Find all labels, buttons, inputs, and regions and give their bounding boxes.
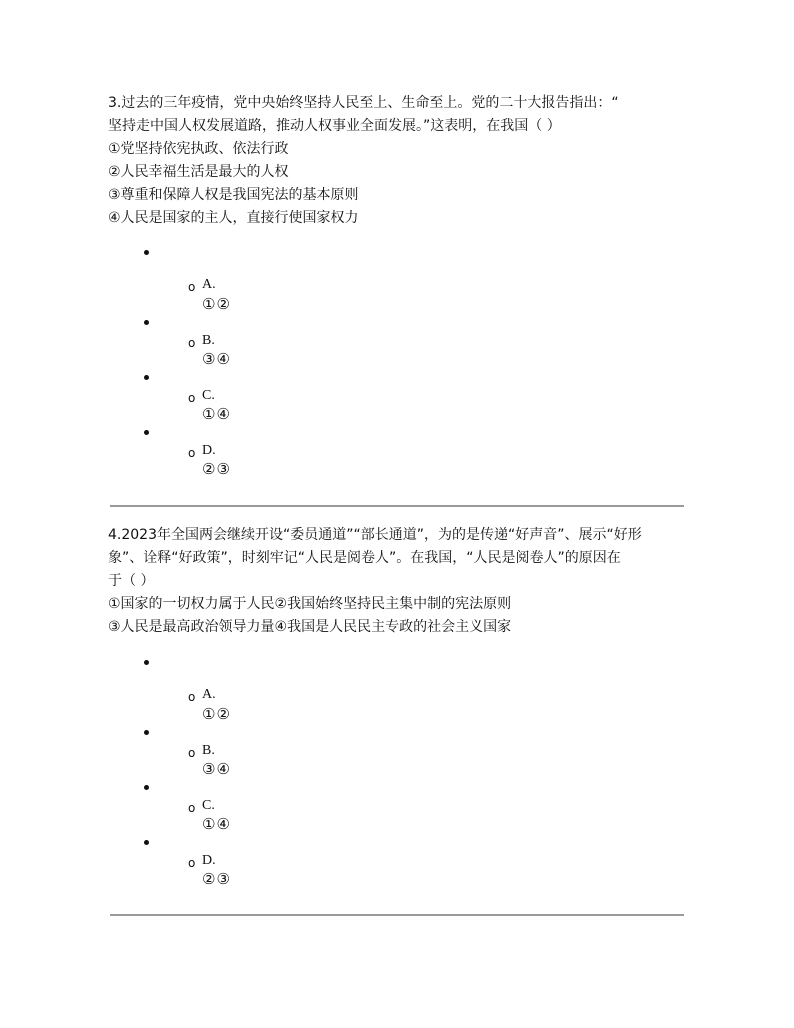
question-stem bbox=[108, 92, 688, 138]
option-letter: C. bbox=[202, 388, 215, 403]
question-stem bbox=[108, 524, 688, 593]
question-stem-line: 3.过去的三年疫情，党中央始终坚持人民至上、生命至上。党的二十大报告指出：“ bbox=[108, 95, 619, 111]
question-4 bbox=[108, 524, 688, 888]
question-stem-line: 于（ ） bbox=[108, 573, 155, 589]
option-value: ①④ bbox=[202, 815, 231, 833]
option-value: ①② bbox=[202, 705, 231, 723]
statement-list bbox=[108, 593, 688, 639]
option-letter: B. bbox=[202, 333, 215, 348]
option-letter: A. bbox=[202, 277, 216, 292]
bullet-icon bbox=[144, 660, 149, 665]
bullet-icon bbox=[144, 250, 149, 255]
sub-bullet-icon: o bbox=[188, 280, 196, 294]
sub-bullet-icon: o bbox=[188, 746, 196, 760]
option-letter: D. bbox=[202, 443, 216, 458]
option-letter: B. bbox=[202, 743, 215, 758]
bullet-icon bbox=[144, 375, 149, 380]
sub-bullet-icon: o bbox=[188, 446, 196, 460]
option-letter: A. bbox=[202, 687, 216, 702]
option-value: ②③ bbox=[202, 870, 231, 888]
statement-3: ③尊重和保障人权是我国宪法的基本原则 bbox=[108, 187, 359, 203]
sub-bullet-icon: o bbox=[188, 690, 196, 704]
sub-bullet-icon: o bbox=[188, 801, 196, 815]
option-letter: D. bbox=[202, 853, 216, 868]
sub-bullet-icon: o bbox=[188, 336, 196, 350]
bullet-icon bbox=[144, 730, 149, 735]
sub-bullet-icon: o bbox=[188, 856, 196, 870]
statement-2: ②人民幸福生活是最大的人权 bbox=[108, 164, 289, 180]
bullet-icon bbox=[144, 840, 149, 845]
statement-4: ④人民是国家的主人，直接行使国家权力 bbox=[108, 210, 359, 226]
statement-1: ①党坚持依宪执政、依法行政 bbox=[108, 141, 289, 157]
divider bbox=[110, 914, 684, 916]
option-value: ①④ bbox=[202, 405, 231, 423]
sub-bullet-icon: o bbox=[188, 391, 196, 405]
bullet-icon bbox=[144, 430, 149, 435]
statement-1-2: ①国家的一切权力属于人民②我国始终坚持民主集中制的宪法原则 bbox=[108, 596, 512, 612]
option-value: ①② bbox=[202, 295, 231, 313]
question-stem-line: 4.2023年全国两会继续开设“委员通道”“部长通道”，为的是传递“好声音”、展示“好形 bbox=[108, 527, 642, 543]
option-value: ②③ bbox=[202, 460, 231, 478]
statement-list bbox=[108, 138, 688, 230]
option-value: ③④ bbox=[202, 760, 231, 778]
statement-3-4: ③人民是最高政治领导力量④我国是人民民主专政的社会主义国家 bbox=[108, 619, 512, 635]
question-3 bbox=[108, 92, 688, 478]
bullet-icon bbox=[144, 785, 149, 790]
option-value: ③④ bbox=[202, 350, 231, 368]
bullet-icon bbox=[144, 320, 149, 325]
divider bbox=[110, 505, 684, 507]
question-stem-line: 象”、诠释“好政策”，时刻牢记“人民是阅卷人”。在我国，“人民是阅卷人”的原因在 bbox=[108, 550, 621, 566]
question-stem-line: 坚持走中国人权发展道路，推动人权事业全面发展。”这表明，在我国（ ） bbox=[108, 118, 561, 134]
option-letter: C. bbox=[202, 798, 215, 813]
